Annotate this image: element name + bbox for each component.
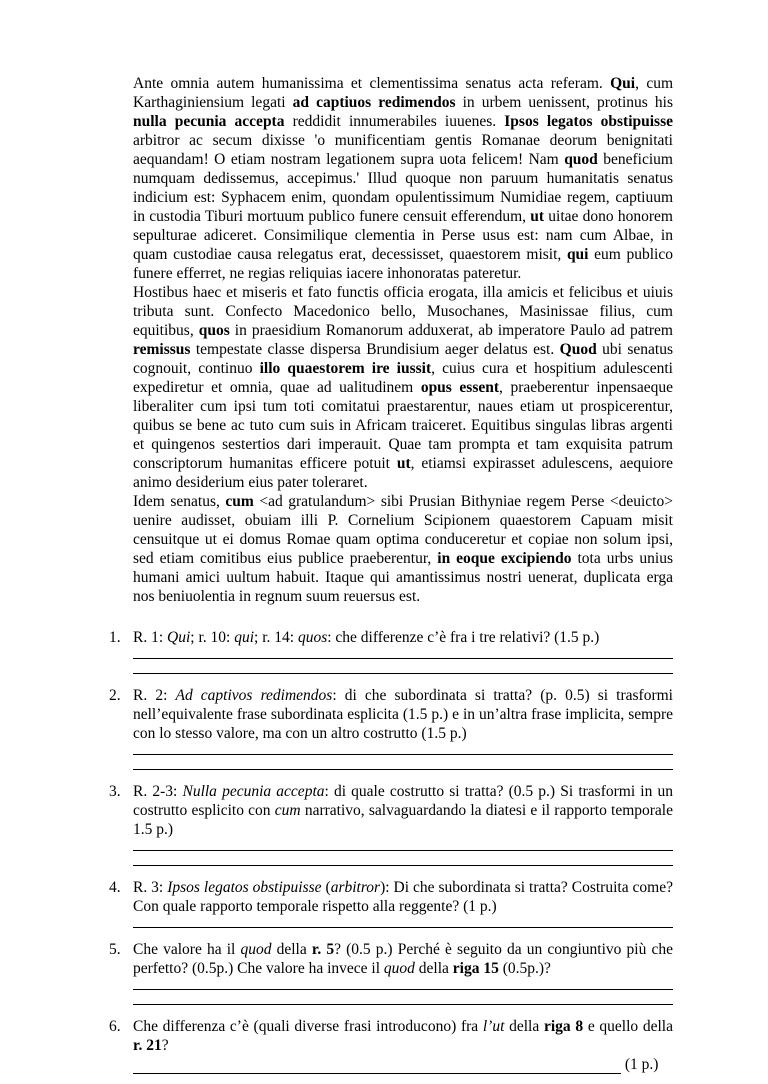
- document-page: [109, 74, 674, 1084]
- question-number: 6.: [109, 1018, 121, 1035]
- question-item: [109, 878, 673, 940]
- question-number: 2.: [109, 687, 121, 704]
- question-spacer: [133, 1074, 673, 1084]
- text-run: uitae dono honorem sepulturae adiceret. Consimilique clementia in Perse usus est: nam cum Albae, in quam custodiae causa relegatus erat, decessisset, quaestorem misit,: [133, 208, 673, 263]
- text-run: in praesidium Romanorum adduxerat, ab imperatore Paulo ad patrem: [229, 322, 673, 339]
- answer-line[interactable]: [133, 1059, 621, 1074]
- bold-text: quod: [564, 151, 598, 168]
- text-run: R. 2-3:: [133, 783, 183, 800]
- question-text: [133, 686, 673, 743]
- text-run: <ad gratulandum> sibi Prusian Bithyniae regem Perse <deuicto> uenire audisset, obuiam illi P. Cornelium Scipionem quaestorem Capuam misit censuitque ut ei domus Romae quam optima conduceretur et copiae non solum ipsi, sed etiam comitibus eius publice praeberentur,: [133, 493, 673, 567]
- text-run: Ante omnia autem humanissima et clementissima senatus acta referam.: [133, 75, 611, 92]
- answer-line-row: [133, 1055, 673, 1074]
- text-run: , cuius cura et hospitium adulescenti expediretur et omnia, quae ad ualitudinem: [133, 360, 673, 396]
- text-run: Che differenza c’è (quali diverse frasi introducono) fra: [133, 1018, 483, 1035]
- bold-text: r. 21: [133, 1037, 162, 1054]
- answer-line[interactable]: [133, 661, 673, 674]
- italic-text: qui: [234, 629, 255, 646]
- italic-text: quod: [383, 960, 415, 977]
- answer-line[interactable]: [133, 978, 673, 990]
- question-list: [109, 628, 673, 1084]
- text-run: ; r. 10:: [190, 629, 235, 646]
- italic-text: Nulla pecunia accepta: [182, 783, 325, 800]
- italic-text: l’ut: [482, 1018, 505, 1035]
- bold-text: Ipsos legatos obstipuisse: [504, 113, 673, 130]
- question-number: 3.: [109, 783, 121, 800]
- question-item: [109, 1017, 673, 1084]
- text-run: R. 1:: [133, 629, 168, 646]
- question-spacer: [133, 772, 673, 782]
- question-item: [109, 628, 673, 686]
- text-run: : di che subordinata si tratta? (p. 0.5) si trasformi nell’equivalente frase subordinata esplicita (1.5 p.) e in un’altra frase implicita, sempre con lo stesso valore, ma con un altro costrutto (1.5 p.): [133, 687, 673, 742]
- bold-text: quos: [198, 322, 230, 339]
- text-run: : che differenze c’è fra i tre relativi? (1.5 p.): [327, 629, 600, 646]
- italic-text: quos: [297, 629, 328, 646]
- bold-text: illo quaestorem ire iussit: [259, 360, 432, 377]
- italic-text: Ipsos legatos obstipuisse: [167, 879, 322, 896]
- text-run: ): Di che subordinata si tratta? Costruita come? Con quale rapporto temporale rispetto alla reggente? (1 p.): [133, 879, 673, 915]
- italic-text: quod: [240, 941, 272, 958]
- text-run: ubi senatus cognouit, continuo: [133, 341, 674, 377]
- italic-text: Ad captivos redimendos: [175, 687, 333, 704]
- text-run: Che valore ha il: [133, 941, 241, 958]
- text-run: reddidit innumerabiles iuuenes.: [284, 113, 505, 130]
- text-run: : di quale costrutto si tratta? (0.5 p.) Si trasformi in un costrutto esplicito con: [133, 783, 673, 819]
- text-run: ; r. 14:: [254, 629, 298, 646]
- text-run: , cum Karthaginiensium legati: [133, 75, 674, 111]
- text-run: Idem senatus,: [133, 493, 226, 510]
- bold-text: Quod: [559, 341, 597, 358]
- text-run: (0.5p.)?: [498, 960, 551, 977]
- question-text: [133, 940, 673, 978]
- answer-line[interactable]: [133, 647, 673, 659]
- text-run: Hostibus haec et miseris et fato functis officia erogata, illa amicis et felicibus et uiuis tributa sunt. Confecto Macedonico bello, Musochanes, Masinissae filius, cum equitibus,: [133, 284, 673, 339]
- bold-text: ut: [530, 208, 545, 225]
- question-item: [109, 686, 673, 782]
- text-run: tempestate classe dispersa Brundisium aeger delatus est.: [190, 341, 560, 358]
- text-run: in urbem uenissent, protinus his: [455, 94, 673, 111]
- question-number: 4.: [109, 879, 121, 896]
- question-item: [109, 940, 673, 1017]
- question-text: [133, 782, 673, 839]
- question-number: 1.: [109, 629, 121, 646]
- bold-text: ad captiuos redimendos: [292, 94, 456, 111]
- question-text: [133, 1017, 673, 1055]
- question-spacer: [133, 1007, 673, 1017]
- bold-text: nulla pecunia accepta: [133, 113, 285, 130]
- text-run: narrativo, salvaguardando la diatesi e il rapporto temporale 1.5 p.): [133, 802, 673, 838]
- answer-line[interactable]: [133, 916, 673, 928]
- passage-paragraph: [133, 283, 673, 492]
- text-run: tota urbs unius humani amici uultum habuit. Itaque qui amantissimus nostri uenerat, duplicata erga nos beniuolentia in regnum suum reuersus est.: [133, 550, 673, 605]
- question-text: [133, 628, 673, 647]
- text-run: , praeberentur inpensaeque liberaliter cum ipsi tum toti comitatui praestarentur, naues etiam ut prospicerentur, quibus se bene ac tuto cum suis in Africam traiceret. Equitibus singulas libras argenti et quingenos sestertios dari imperauit. Quae tam prompta et tam exquisita patrum conscriptorum humanitas efficere potuit: [133, 379, 673, 472]
- bold-text: cum: [225, 493, 254, 510]
- text-run: , etiamsi expirasset adulescens, aequiore animo desiderium eius pater toleraret.: [133, 455, 673, 491]
- text-run: eum publico funere efferret, ne regias reliquias iacere inhonoratas pateretur.: [133, 246, 673, 282]
- answer-line[interactable]: [133, 757, 673, 770]
- latin-passage: [133, 74, 673, 606]
- bold-text: qui: [566, 246, 589, 263]
- passage-paragraph: [133, 492, 673, 606]
- passage-paragraph: [133, 74, 673, 283]
- question-item: [109, 782, 673, 878]
- question-number: 5.: [109, 941, 121, 958]
- question-spacer: [133, 930, 673, 940]
- bold-text: riga 15: [452, 960, 499, 977]
- text-run: ?: [161, 1037, 169, 1054]
- bold-text: opus essent: [420, 379, 500, 396]
- points-label: (1 p.): [624, 1056, 659, 1073]
- text-run: R. 3:: [133, 879, 168, 896]
- italic-text: cum: [274, 802, 301, 819]
- bold-text: remissus: [133, 341, 191, 358]
- italic-text: Qui: [167, 629, 191, 646]
- question-spacer: [133, 676, 673, 686]
- answer-line[interactable]: [133, 743, 673, 755]
- text-run: arbitror ac secum dixisse 'o munificentiam gentis Romanae deorum benignitati aequandam! O etiam nostram legationem supra uota felicem! Nam: [133, 132, 673, 168]
- text-run: ? (0.5 p.) Perché è seguito da un congiuntivo più che perfetto? (0.5p.) Che valore ha invece il: [133, 941, 673, 977]
- text-run: della: [271, 941, 312, 958]
- answer-line[interactable]: [133, 839, 673, 851]
- text-run: (: [321, 879, 331, 896]
- italic-text: arbitror: [330, 879, 381, 896]
- text-run: beneficium numquam dedissemus, accepimus.' Illud quoque non paruum humanitatis senatus indicium est: Syphacem enim, quondam opulentissimum Numidiae regem, captiuum in custodia Tiburi mortuum publico funere censuit efferendum,: [133, 151, 673, 225]
- question-text: [133, 878, 673, 916]
- text-run: della: [504, 1018, 544, 1035]
- answer-line[interactable]: [133, 853, 673, 866]
- bold-text: riga 8: [543, 1018, 584, 1035]
- text-run: e quello della: [583, 1018, 673, 1035]
- question-spacer: [133, 868, 673, 878]
- bold-text: r. 5: [311, 941, 335, 958]
- bold-text: ut: [396, 455, 411, 472]
- bold-text: in eoque excipiendo: [437, 550, 572, 567]
- bold-text: Qui: [610, 75, 636, 92]
- text-run: della: [414, 960, 453, 977]
- text-run: R. 2:: [133, 687, 176, 704]
